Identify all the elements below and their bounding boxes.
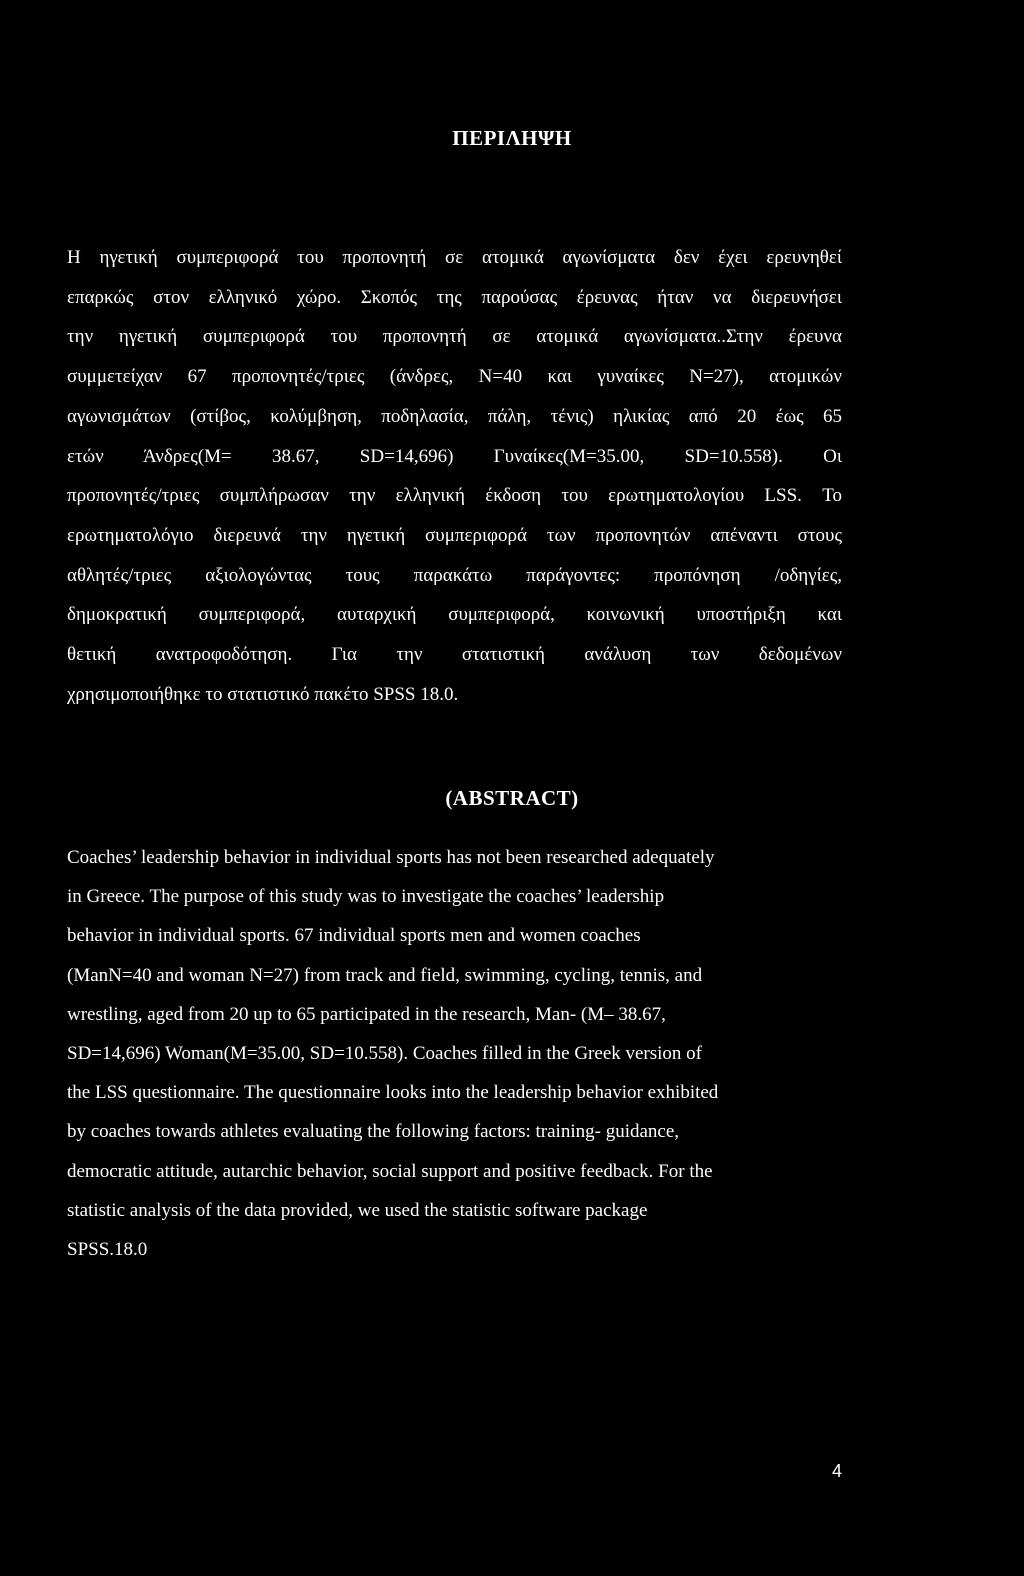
greek-abstract-line: χρησιμοποιήθηκε το στατιστικό πακέτο SPSS 18.0. — [67, 683, 459, 705]
english-abstract-body — [67, 838, 842, 1269]
greek-abstract-line: την ηγετική συμπεριφορά του προπονητή σε ατομικά αγωνίσματα..Στην έρευνα — [67, 326, 842, 348]
greek-abstract-line: αγωνισμάτων (στίβος, κολύμβηση, ποδηλασία, πάλη, τένις) ηλικίας από 20 έως 65 — [67, 405, 842, 427]
english-abstract-line: by coaches towards athletes evaluating the following factors: training- guidance, — [67, 1121, 680, 1143]
english-abstract-line: behavior in individual sports. 67 individual sports men and women coaches — [67, 925, 641, 947]
greek-abstract-line: θετική ανατροφοδότηση. Για την στατιστική ανάλυση των δεδομένων — [67, 644, 842, 666]
english-abstract-line: democratic attitude, autarchic behavior, social support and positive feedback. For the — [67, 1160, 713, 1182]
greek-abstract-line: Η ηγετική συμπεριφορά του προπονητή σε ατομικά αγωνίσματα δεν έχει ερευνηθεί — [67, 247, 842, 268]
greek-abstract-line: προπονητές/τριες συμπλήρωσαν την ελληνική έκδοση του ερωτηματολογίου LSS. Το — [67, 485, 842, 507]
greek-abstract-title: ΠΕΡΙΛΗΨΗ — [452, 126, 572, 150]
page-number: 4 — [832, 1461, 843, 1481]
english-abstract-line: wrestling, aged from 20 up to 65 participated in the research, Man- (M– 38.67, — [67, 1003, 666, 1025]
english-abstract-line: statistic analysis of the data provided, we used the statistic software package — [67, 1199, 648, 1221]
english-abstract-line: in Greece. The purpose of this study was to investigate the coaches’ leadership — [67, 886, 665, 908]
english-abstract-line: SD=14,696) Woman(M=35.00, SD=10.558). Coaches filled in the Greek version of — [67, 1043, 703, 1065]
greek-abstract-line: δημοκρατική συμπεριφορά, αυταρχική συμπεριφορά, κοινωνική υποστήριξη και — [67, 604, 842, 626]
greek-abstract-line: ερωτηματολόγιο διερευνά την ηγετική συμπεριφορά των προπονητών απέναντι στους — [67, 524, 842, 546]
english-abstract-line: Coaches’ leadership behavior in individual sports has not been researched adequately — [67, 847, 715, 868]
greek-abstract-line: ετών Άνδρες(Μ= 38.67, SD=14,696) Γυναίκες(Μ=35.00, SD=10.558). Οι — [67, 445, 842, 467]
english-abstract-title: (ABSTRACT) — [445, 786, 579, 810]
greek-abstract-line: συμμετείχαν 67 προπονητές/τριες (άνδρες, Ν=40 και γυναίκες Ν=27), ατομικών — [67, 366, 842, 388]
greek-abstract-body — [67, 238, 842, 714]
greek-abstract-line: αθλητές/τριες αξιολογώντας τους παρακάτω παράγοντες: προπόνηση /οδηγίες, — [67, 564, 842, 586]
greek-abstract-line: επαρκώς στον ελληνικό χώρο. Σκοπός της παρούσας έρευνας ήταν να διερευνήσει — [67, 286, 842, 308]
english-abstract-line: SPSS.18.0 — [67, 1239, 148, 1261]
english-abstract-line: the LSS questionnaire. The questionnaire looks into the leadership behavior exhibited — [67, 1082, 719, 1104]
english-abstract-line: (ManN=40 and woman N=27) from track and field, swimming, cycling, tennis, and — [67, 964, 703, 986]
